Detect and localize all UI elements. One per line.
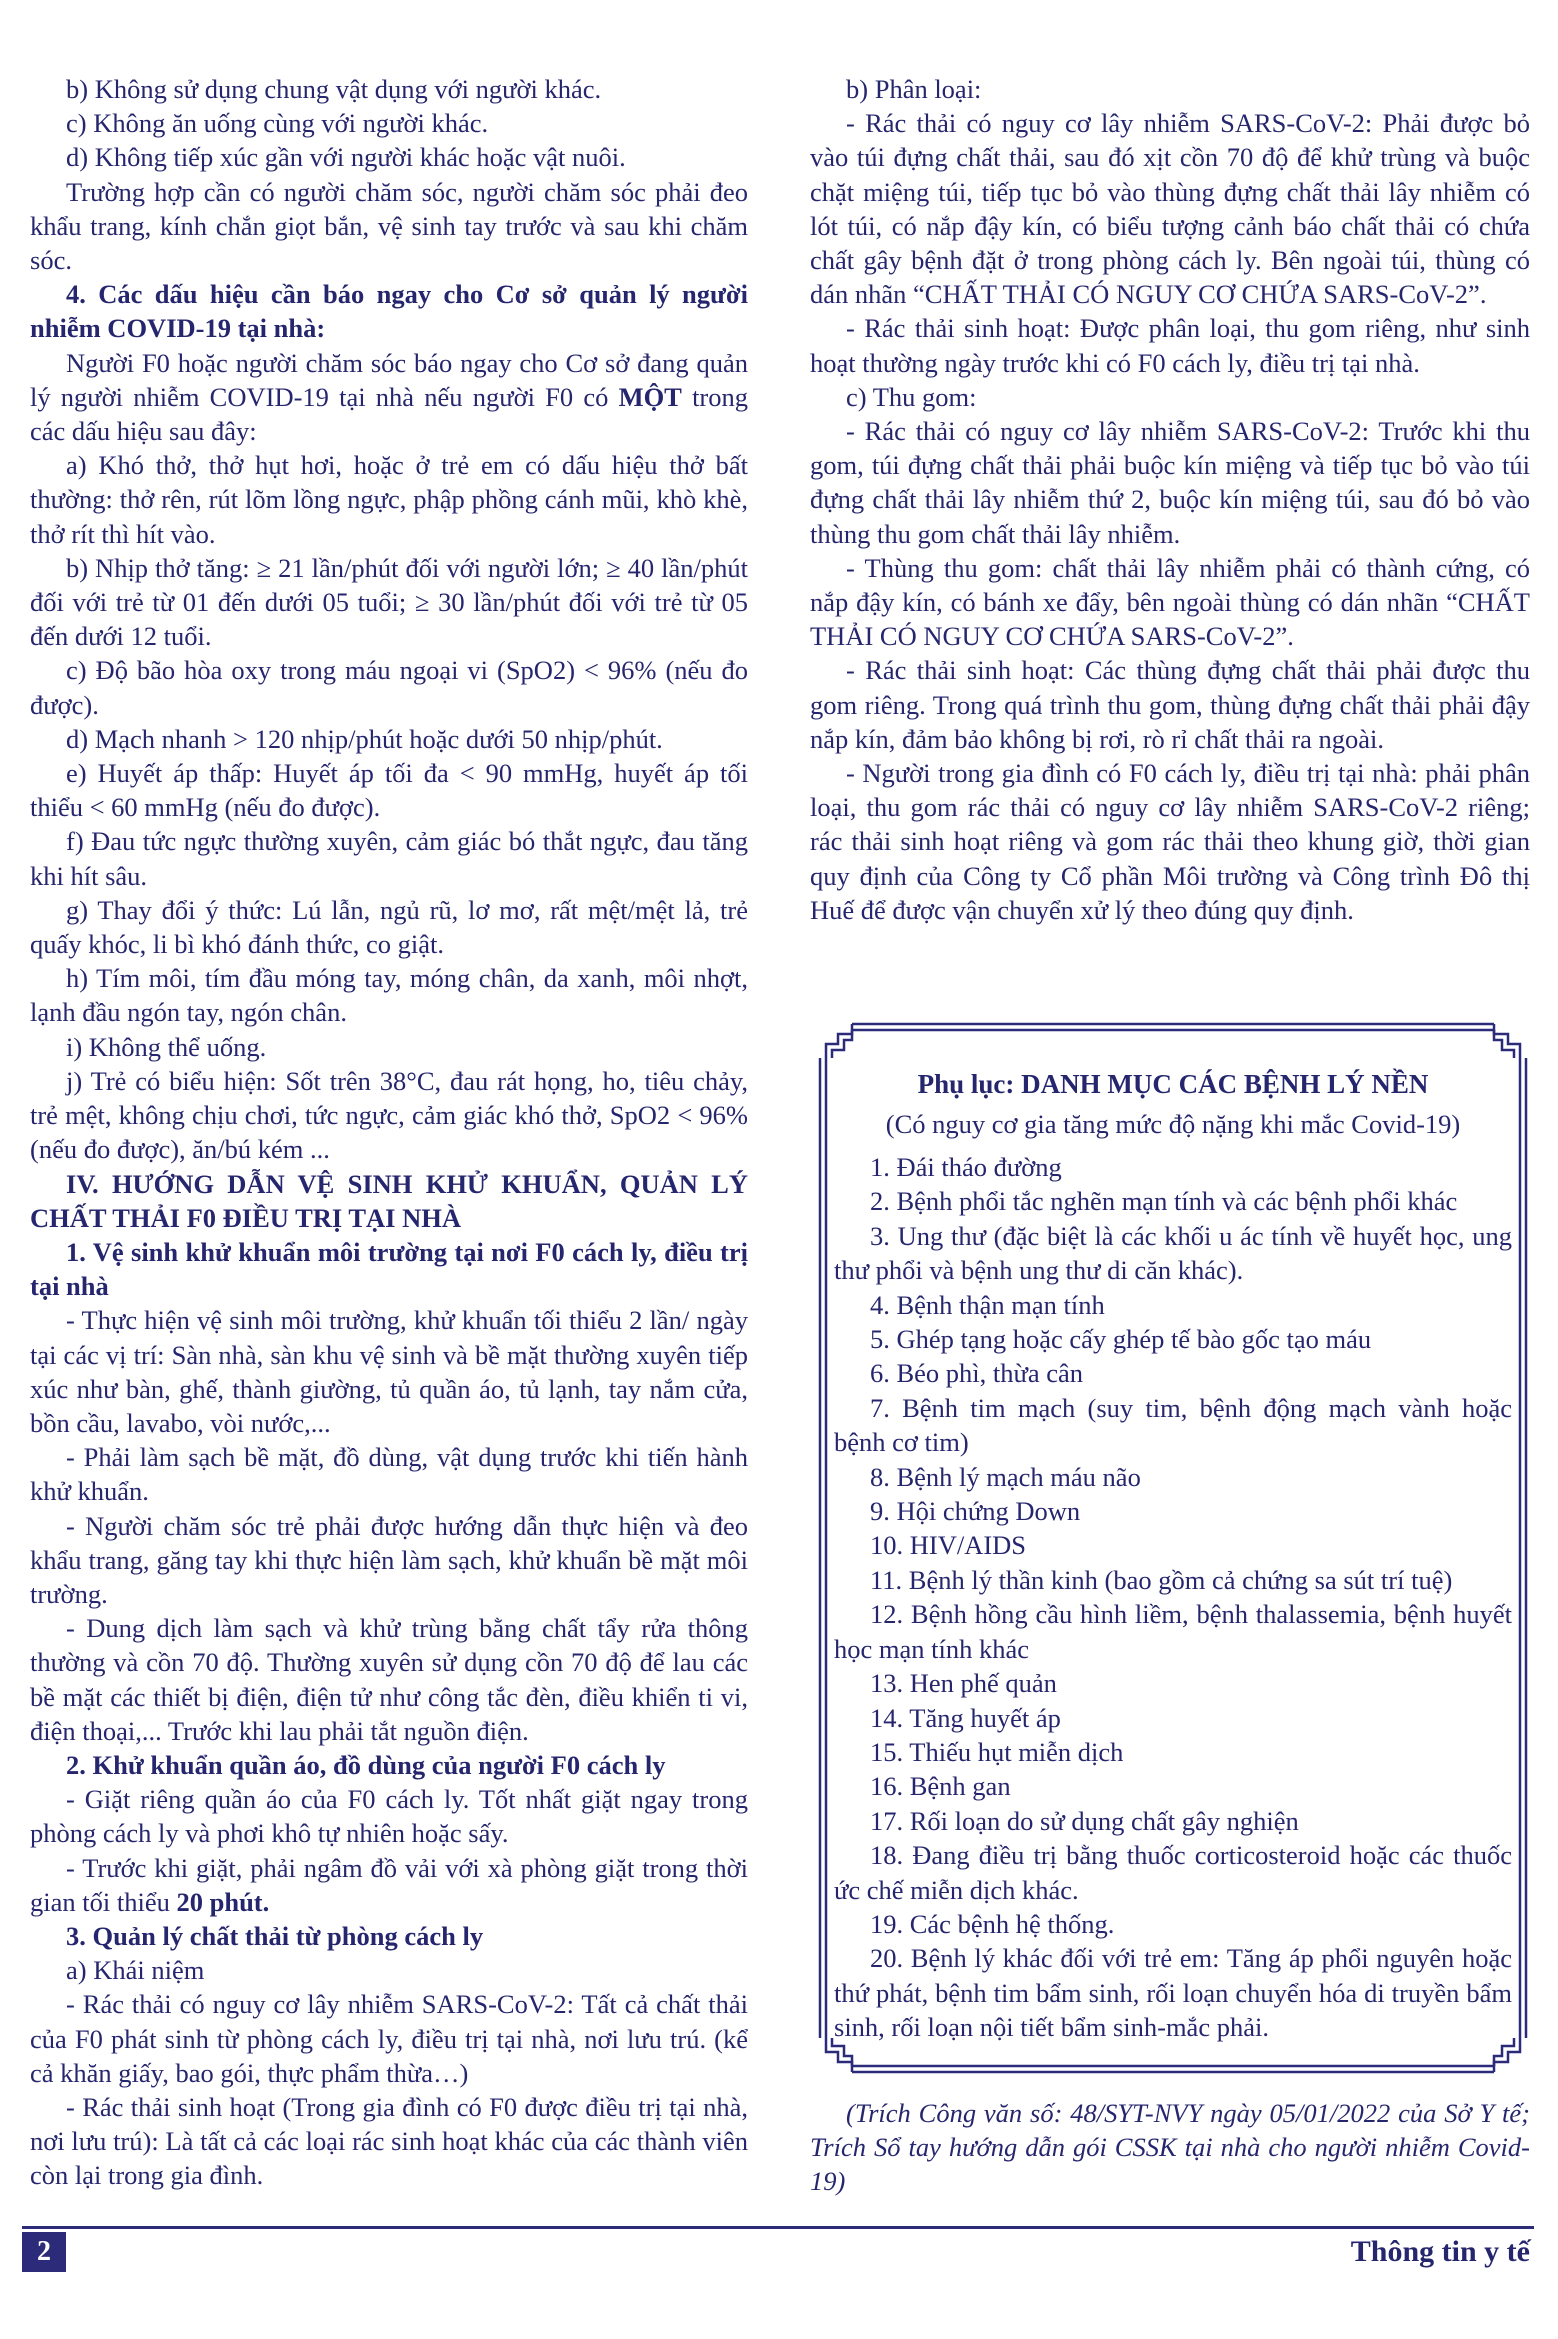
appendix-item: 3. Ung thư (đặc biệt là các khối u ác tính về huyết học, ung thư phổi và bệnh ung thư di căn khác). <box>834 1220 1512 1286</box>
paragraph <box>810 414 1530 551</box>
appendix-box <box>812 1018 1534 2078</box>
paragraph <box>30 1851 748 1919</box>
paragraph <box>30 551 748 654</box>
paragraph-text: - Rác thải sinh hoạt: Các thùng đựng chất thải phải được thu gom riêng. Trong quá trình thu gom, thùng đựng chất thải phải đậy nắp kín, đảm bảo không bị rơi, rò rỉ chất thải ra ngoài. <box>810 655 1530 754</box>
paragraph-text: g) Thay đổi ý thức: Lú lẫn, ngủ rũ, lơ mơ, rất mệt/mệt lả, trẻ quấy khóc, li bì khó đánh thức, co giật. <box>30 894 748 960</box>
appendix-item: 11. Bệnh lý thần kinh (bao gồm cả chứng sa sút trí tuệ) <box>870 1564 1453 1595</box>
paragraph <box>810 311 1530 379</box>
appendix-item: 9. Hội chứng Down <box>870 1496 1081 1527</box>
appendix-title: Phụ lục: DANH MỤC CÁC BỆNH LÝ NỀN <box>917 1069 1429 1099</box>
paragraph <box>30 722 748 756</box>
paragraph <box>30 1987 748 2090</box>
paragraph <box>810 551 1530 654</box>
paragraph <box>30 653 748 721</box>
appendix-item: 4. Bệnh thận mạn tính <box>870 1289 1105 1320</box>
paragraph-text: e) Huyết áp thấp: Huyết áp tối đa < 90 mmHg, huyết áp tối thiểu < 60 mmHg (nếu đo được). <box>30 758 748 823</box>
paragraph-text: c) Thu gom: <box>846 381 977 412</box>
appendix-item: 17. Rối loạn do sử dụng chất gây nghiện <box>870 1805 1299 1836</box>
paragraph <box>30 1509 748 1612</box>
source-note: (Trích Công văn số: 48/SYT-NVY ngày 05/01/2022 của Sở Y tế; Trích Sổ tay hướng dẫn gói CSSK tại nhà cho người nhiễm Covid-19) <box>810 2098 1530 2197</box>
emphasis: 20 phút. <box>176 1886 270 1917</box>
paragraph <box>30 1030 748 1064</box>
appendix-item: 12. Bệnh hồng cầu hình liềm, bệnh thalassemia, bệnh huyết học mạn tính khác <box>834 1599 1512 1664</box>
paragraph <box>30 140 748 174</box>
paragraph <box>30 448 748 551</box>
paragraph-text: - Thực hiện vệ sinh môi trường, khử khuẩn tối thiểu 2 lần/ ngày tại các vị trí: Sàn nhà, sàn khu vệ sinh và bề mặt thường xuyên tiếp xúc như bàn, ghế, thành giường, tủ quần áo, tủ lạnh, tay nắm cửa, bồn cầu, lavabo, vòi nước,... <box>30 1305 748 1438</box>
appendix-list <box>834 1150 1512 2045</box>
appendix-item: 8. Bệnh lý mạch máu não <box>870 1461 1141 1492</box>
paragraph-text: 4. Các dấu hiệu cần báo ngay cho Cơ sở quản lý người nhiễm COVID-19 tại nhà: <box>30 279 748 344</box>
appendix-item: 16. Bệnh gan <box>870 1771 1011 1802</box>
appendix-item: 18. Đang điều trị bằng thuốc corticosteroid hoặc các thuốc ức chế miễn dịch khác. <box>834 1840 1512 1905</box>
appendix-item: 5. Ghép tạng hoặc cấy ghép tế bào gốc tạo máu <box>870 1324 1372 1355</box>
paragraph <box>810 380 1530 414</box>
appendix-item: 1. Đái tháo đường <box>870 1152 1062 1182</box>
paragraph-text: - Trước khi giặt, phải ngâm đồ vải với xà phòng giặt trong thời gian tối thiểu <box>30 1852 748 1917</box>
paragraph-text: - Thùng thu gom: chất thải lây nhiễm phải có thành cứng, có nắp đậy kín, có bánh xe đẩy, bên ngoài thùng có dán nhãn “CHẤT THẢI CÓ NGUY CƠ CHỨA SARS-CoV-2”. <box>810 552 1530 652</box>
publication-title: Thông tin y tế <box>1350 2235 1530 2268</box>
paragraph-text: a) Khái niệm <box>66 1955 205 1986</box>
paragraph <box>30 72 748 106</box>
paragraph <box>30 1953 748 1987</box>
appendix-item: 7. Bệnh tim mạch (suy tim, bệnh động mạch vành hoặc bệnh cơ tim) <box>834 1392 1512 1458</box>
paragraph-text: 2. Khử khuẩn quần áo, đồ dùng của người F0 cách ly <box>66 1749 666 1780</box>
right-column <box>810 72 1530 927</box>
paragraph-text: a) Khó thở, thở hụt hơi, hoặc ở trẻ em có dấu hiệu thở bất thường: thở rên, rút lõm lồng ngực, phập phồng cánh mũi, khò khè, thở rít thì hít vào. <box>30 450 748 549</box>
paragraph-text: d) Mạch nhanh > 120 nhịp/phút hoặc dưới 50 nhịp/phút. <box>66 723 663 754</box>
page-number: 2 <box>22 2232 66 2272</box>
appendix-item: 6. Béo phì, thừa cân <box>870 1358 1084 1389</box>
appendix-item: 15. Thiếu hụt miễn dịch <box>870 1736 1124 1767</box>
appendix-item: 19. Các bệnh hệ thống. <box>870 1908 1115 1939</box>
left-column <box>30 72 748 2193</box>
paragraph-text: 1. Vệ sinh khử khuẩn môi trường tại nơi F0 cách ly, điều trị tại nhà <box>30 1236 748 1302</box>
paragraph <box>30 106 748 140</box>
appendix-item: 13. Hen phế quản <box>870 1668 1057 1699</box>
section-heading <box>30 277 748 345</box>
paragraph <box>810 756 1530 927</box>
paragraph <box>30 1064 748 1167</box>
paragraph-tail: trong các dấu hiệu sau đây: <box>30 381 749 447</box>
paragraph-text: f) Đau tức ngực thường xuyên, cảm giác bó thắt ngực, đau tăng khi hít sâu. <box>30 826 748 891</box>
paragraph-text: Người F0 hoặc người chăm sóc báo ngay cho Cơ sở đang quản lý người nhiễm COVID-19 tại nhà nếu người F0 có <box>30 347 748 412</box>
paragraph <box>810 106 1530 311</box>
appendix-item: 2. Bệnh phổi tắc nghẽn mạn tính và các bệnh phổi khác <box>870 1186 1458 1217</box>
appendix-content <box>834 1046 1512 2045</box>
paragraph <box>30 175 748 278</box>
paragraph <box>810 72 1530 106</box>
paragraph-text: - Rác thải sinh hoạt: Được phân loại, thu gom riêng, như sinh hoạt thường ngày trước khi có F0 cách ly, điều trị tại nhà. <box>810 313 1530 378</box>
paragraph <box>30 1303 748 1440</box>
footer-rule <box>22 2226 1534 2229</box>
paragraph <box>30 1440 748 1508</box>
paragraph <box>30 824 748 892</box>
section-heading <box>30 1167 748 1235</box>
paragraph-text: i) Không thể uống. <box>66 1031 267 1062</box>
section-heading <box>30 1919 748 1953</box>
paragraph-text: - Dung dịch làm sạch và khử trùng bằng chất tẩy rửa thông thường và cồn 70 độ. Thường xuyên sử dụng cồn 70 độ để lau các bề mặt các thiết bị điện, điện tử như công tắc đèn, điều khiển ti vi, điện thoại,... Trước khi lau phải tắt nguồn điện. <box>30 1613 748 1746</box>
paragraph-text: b) Không sử dụng chung vật dụng với người khác. <box>66 74 602 104</box>
paragraph-text: b) Nhịp thở tăng: ≥ 21 lần/phút đối với người lớn; ≥ 40 lần/phút đối với trẻ từ 01 đến dưới 05 tuổi; ≥ 30 lần/phút đối với trẻ từ 05 đến dưới 12 tuổi. <box>30 552 748 652</box>
paragraph-text: IV. HƯỚNG DẪN VỆ SINH KHỬ KHUẨN, QUẢN LÝ CHẤT THẢI F0 ĐIỀU TRỊ TẠI NHÀ <box>30 1168 748 1233</box>
paragraph-text: 3. Quản lý chất thải từ phòng cách ly <box>66 1920 484 1951</box>
paragraph-text: c) Độ bão hòa oxy trong máu ngoại vi (SpO2) < 96% (nếu đo được). <box>30 655 748 720</box>
paragraph <box>30 1782 748 1850</box>
appendix-subtitle: (Có nguy cơ gia tăng mức độ nặng khi mắc Covid-19) <box>885 1109 1461 1139</box>
paragraph <box>30 893 748 961</box>
paragraph <box>810 653 1530 756</box>
paragraph-text: - Người trong gia đình có F0 cách ly, điều trị tại nhà: phải phân loại, thu gom rác thải có nguy cơ lây nhiễm SARS-CoV-2 riêng; rác thải sinh hoạt riêng và gom rác thải theo khung giờ, thời gian quy định của Công ty Cổ phần Môi trường và Công trình Đô thị Huế để được vận chuyển xử lý theo đúng quy định. <box>810 758 1530 925</box>
paragraph-text: - Rác thải sinh hoạt (Trong gia đình có F0 được điều trị tại nhà, nơi lưu trú): Là tất cả các loại rác sinh hoạt khác của các thành viên còn lại trong gia đình. <box>30 2091 748 2191</box>
appendix-item: 20. Bệnh lý khác đối với trẻ em: Tăng áp phổi nguyên hoặc thứ phát, bệnh tim bẩm sinh, rối loạn chuyển hóa di truyền bẩm sinh, rối loạn nội tiết bẩm sinh-mắc phải. <box>834 1943 1512 2043</box>
paragraph <box>30 1611 748 1748</box>
appendix-item: 14. Tăng huyết áp <box>870 1702 1061 1733</box>
paragraph-text: b) Phân loại: <box>846 74 982 104</box>
paragraph-text: - Rác thải có nguy cơ lây nhiễm SARS-CoV-2: Tất cả chất thải của F0 phát sinh từ phòng cách ly, điều trị tại nhà, nơi lưu trú. (kể cả khăn giấy, bao gói, thực phẩm thừa…) <box>30 1989 748 2088</box>
paragraph <box>30 756 748 824</box>
paragraph-text: - Giặt riêng quần áo của F0 cách ly. Tốt nhất giặt ngay trong phòng cách ly và phơi khô tự nhiên hoặc sấy. <box>30 1784 748 1849</box>
paragraph-text: - Phải làm sạch bề mặt, đồ dùng, vật dụng trước khi tiến hành khử khuẩn. <box>30 1442 748 1507</box>
paragraph <box>30 961 748 1029</box>
paragraph <box>30 346 748 449</box>
section-heading <box>30 1235 748 1303</box>
section-heading <box>30 1748 748 1782</box>
paragraph-text: c) Không ăn uống cùng với người khác. <box>66 108 489 139</box>
appendix-item: 10. HIV/AIDS <box>870 1530 1027 1561</box>
paragraph-text: - Rác thải có nguy cơ lây nhiễm SARS-CoV-2: Phải được bỏ vào túi đựng chất thải, sau đó xịt cồn 70 độ để khử trùng và buộc chặt miệng túi, tiếp tục bỏ vào thùng đựng chất thải lây nhiễm có lót túi, có nắp đậy kín, có biểu tượng cảnh báo chất thải có chứa chất gây bệnh đặt ở trong phòng cách ly. Bên ngoài túi, thùng có dán nhãn “CHẤT THẢI CÓ NGUY CƠ CHỨA SARS-CoV-2”. <box>810 108 1530 310</box>
paragraph-text: h) Tím môi, tím đầu móng tay, móng chân, da xanh, môi nhợt, lạnh đầu ngón tay, ngón chân. <box>30 963 748 1028</box>
paragraph-text: Trường hợp cần có người chăm sóc, người chăm sóc phải đeo khẩu trang, kính chắn giọt bắn, vệ sinh tay trước và sau khi chăm sóc. <box>30 176 748 276</box>
paragraph-text: j) Trẻ có biểu hiện: Sốt trên 38°C, đau rát họng, ho, tiêu chảy, trẻ mệt, không chịu chơi, tức ngực, cảm giác khó thở, SpO2 < 96% (nếu đo được), ăn/bú kém ... <box>30 1065 748 1165</box>
emphasis: MỘT <box>618 381 682 412</box>
paragraph-text: - Người chăm sóc trẻ phải được hướng dẫn thực hiện và đeo khẩu trang, găng tay khi thực hiện làm sạch, khử khuẩn bề mặt môi trường. <box>30 1510 748 1609</box>
paragraph <box>30 2090 748 2193</box>
paragraph-text: d) Không tiếp xúc gần với người khác hoặc vật nuôi. <box>66 142 626 173</box>
paragraph-text: - Rác thải có nguy cơ lây nhiễm SARS-CoV-2: Trước khi thu gom, túi đựng chất thải phải buộc kín miệng và tiếp tục bỏ vào túi đựng chất thải lây nhiễm thứ 2, buộc kín miệng túi, sau đó bỏ vào thùng thu gom chất thải lây nhiễm. <box>810 416 1530 549</box>
